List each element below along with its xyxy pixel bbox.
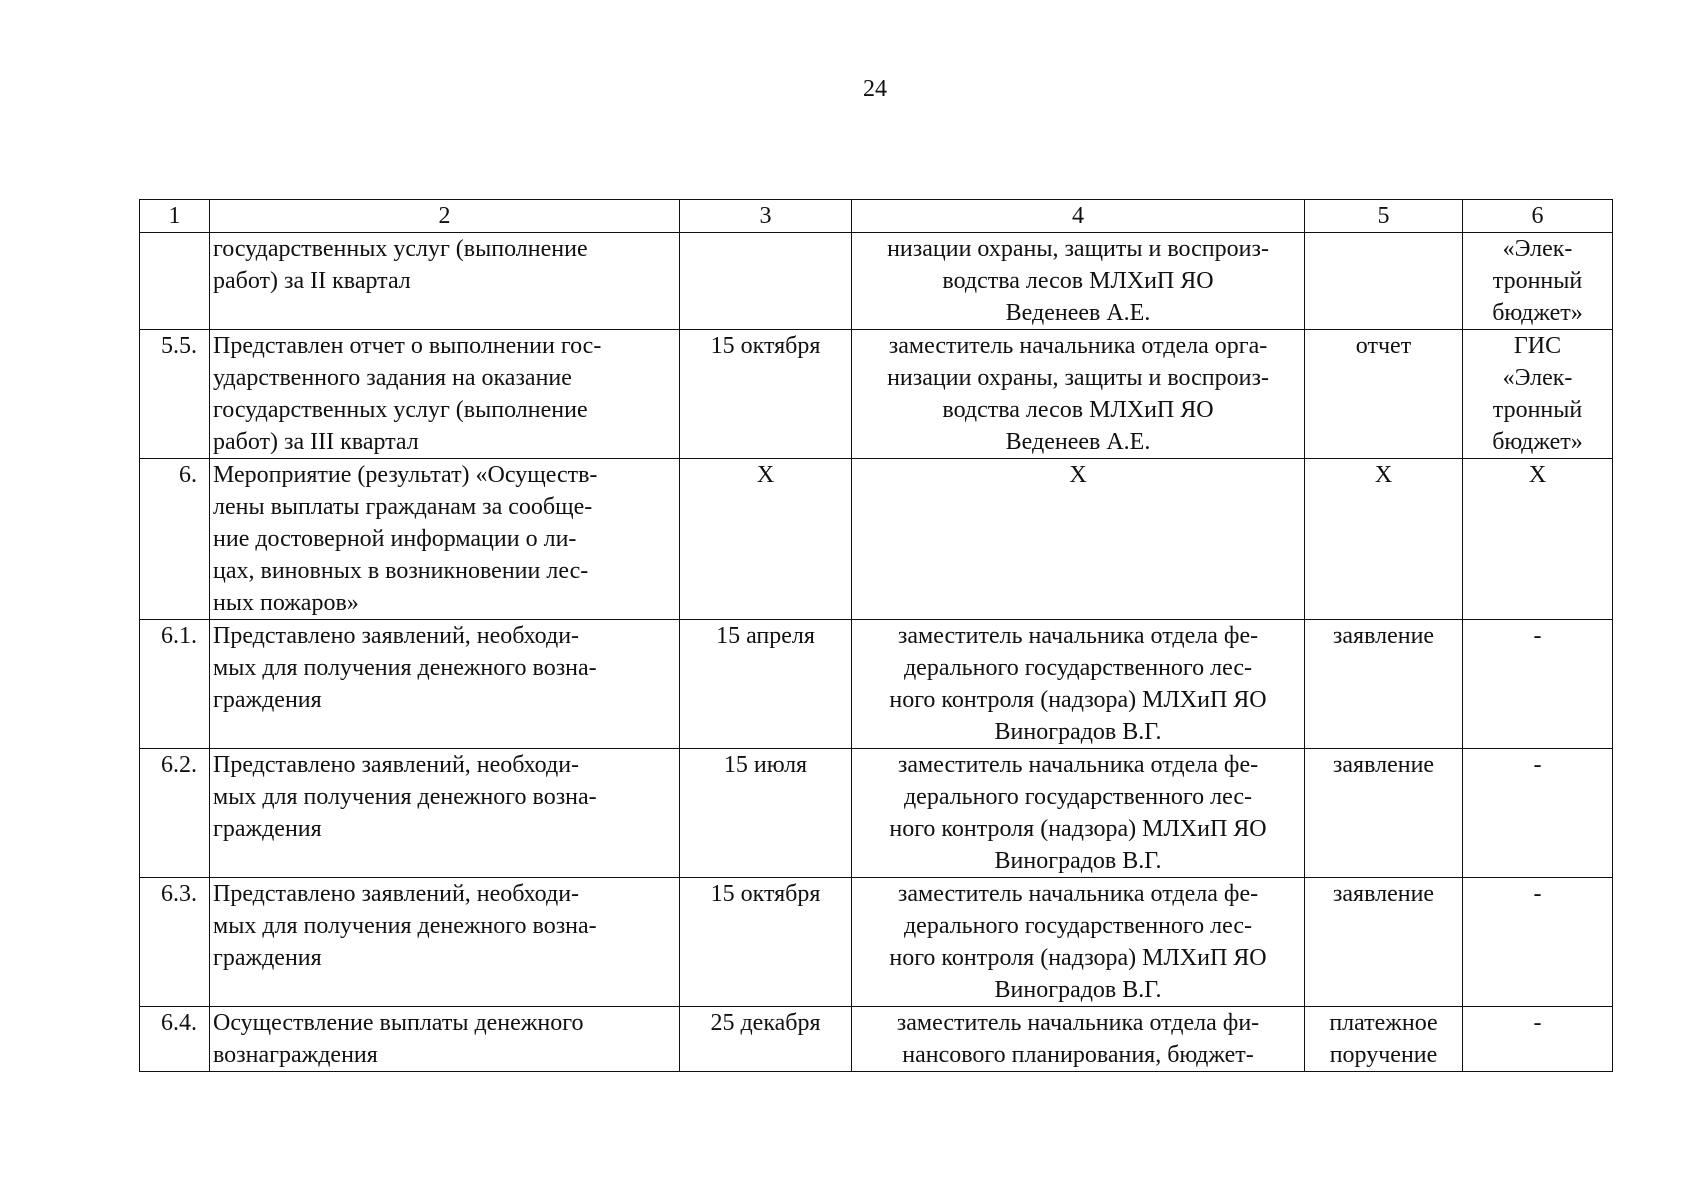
table-row xyxy=(140,330,1613,459)
responsible-cell xyxy=(852,878,1305,1007)
item-name-cell-line: вознаграждения xyxy=(213,1042,378,1068)
item-name-cell-line: Осуществление выплаты денежного xyxy=(213,1010,584,1036)
information-system-cell-line: бюджет» xyxy=(1492,429,1583,455)
deadline-cell: 25 декабря xyxy=(680,1007,852,1072)
responsible-cell-line: дерального государственного лес- xyxy=(903,655,1253,681)
item-name-cell-line: мых для получения денежного возна- xyxy=(213,913,597,939)
responsible-cell xyxy=(852,330,1305,459)
item-name-cell-line: ных пожаров» xyxy=(213,590,359,616)
item-name-cell-line: Представлено заявлений, необходи- xyxy=(213,881,580,907)
responsible-cell-line: нансового планирования, бюджет- xyxy=(902,1042,1254,1068)
item-name-cell xyxy=(210,878,680,1007)
responsible-cell-line: Виноградов В.Г. xyxy=(994,977,1162,1003)
information-system-cell-line: - xyxy=(1533,881,1542,907)
item-name-cell-line: ударственного задания на оказание xyxy=(213,365,572,391)
header-cell: 1 xyxy=(140,200,210,233)
responsible-cell-line: низации охраны, защиты и воспроиз- xyxy=(887,365,1269,391)
table-row xyxy=(140,459,1613,620)
information-system-cell xyxy=(1463,233,1613,330)
responsible-cell-line: Веденеев А.Е. xyxy=(1005,300,1151,326)
deadline-cell: 15 октября xyxy=(680,878,852,1007)
document-type-cell: заявление xyxy=(1305,749,1463,878)
header-cell: 3 xyxy=(680,200,852,233)
header-cell: 5 xyxy=(1305,200,1463,233)
item-name-cell-line: Представлено заявлений, необходи- xyxy=(213,752,580,778)
item-name-cell xyxy=(210,330,680,459)
document-type-cell: Х xyxy=(1305,459,1463,620)
item-name-cell-line: работ) за II квартал xyxy=(213,268,411,294)
item-name-cell-line: цах, виновных в возникновении лес- xyxy=(213,558,589,584)
plan-table xyxy=(139,199,1613,1072)
information-system-cell-line: тронный xyxy=(1492,397,1583,423)
responsible-cell-line: дерального государственного лес- xyxy=(903,913,1253,939)
item-name-cell-line: Представлен отчет о выполнении гос- xyxy=(213,333,602,359)
deadline-cell: 15 октября xyxy=(680,330,852,459)
header-cell: 6 xyxy=(1463,200,1613,233)
information-system-cell xyxy=(1463,620,1613,749)
item-number-cell: 6.4. xyxy=(140,1007,210,1072)
item-number-cell: 6.2. xyxy=(140,749,210,878)
deadline-cell xyxy=(680,233,852,330)
responsible-cell xyxy=(852,749,1305,878)
information-system-cell-line: «Элек- xyxy=(1502,236,1573,262)
information-system-cell-line: бюджет» xyxy=(1492,300,1583,326)
document-type-cell: отчет xyxy=(1305,330,1463,459)
item-number-cell: 5.5. xyxy=(140,330,210,459)
responsible-cell-line: заместитель начальника отдела фе- xyxy=(897,752,1259,778)
table-row xyxy=(140,878,1613,1007)
header-cell: 4 xyxy=(852,200,1305,233)
responsible-cell xyxy=(852,1007,1305,1072)
header-cell: 2 xyxy=(210,200,680,233)
item-name-cell-line: Представлено заявлений, необходи- xyxy=(213,623,580,649)
page-number: 24 xyxy=(863,76,887,102)
information-system-cell xyxy=(1463,878,1613,1007)
document-type-cell: заявление xyxy=(1305,620,1463,749)
responsible-cell-line: ного контроля (надзора) МЛХиП ЯО xyxy=(889,816,1267,842)
responsible-cell-line: заместитель начальника отдела орга- xyxy=(888,333,1268,359)
table-row xyxy=(140,620,1613,749)
deadline-cell: 15 апреля xyxy=(680,620,852,749)
item-name-cell-line: граждения xyxy=(213,816,322,842)
document-type-cell-line: поручение xyxy=(1329,1042,1438,1068)
item-name-cell-line: ние достоверной информации о ли- xyxy=(213,526,577,552)
item-name-cell xyxy=(210,233,680,330)
responsible-cell-line: ного контроля (надзора) МЛХиП ЯО xyxy=(889,687,1267,713)
responsible-cell xyxy=(852,233,1305,330)
item-name-cell-line: граждения xyxy=(213,945,322,971)
deadline-cell: 15 июля xyxy=(680,749,852,878)
information-system-cell-line: - xyxy=(1533,752,1542,778)
responsible-cell-line: заместитель начальника отдела фе- xyxy=(897,881,1259,907)
item-name-cell-line: мых для получения денежного возна- xyxy=(213,784,597,810)
responsible-cell xyxy=(852,459,1305,620)
document-type-cell xyxy=(1305,1007,1463,1072)
item-number-cell: 6.1. xyxy=(140,620,210,749)
responsible-cell-line: Х xyxy=(1069,462,1087,488)
information-system-cell xyxy=(1463,330,1613,459)
table-row xyxy=(140,233,1613,330)
item-name-cell-line: граждения xyxy=(213,687,322,713)
item-name-cell xyxy=(210,749,680,878)
table-row xyxy=(140,1007,1613,1072)
responsible-cell-line: водства лесов МЛХиП ЯО xyxy=(942,397,1214,423)
item-name-cell-line: Мероприятие (результат) «Осуществ- xyxy=(213,462,598,488)
responsible-cell-line: водства лесов МЛХиП ЯО xyxy=(942,268,1214,294)
item-name-cell-line: мых для получения денежного возна- xyxy=(213,655,597,681)
item-name-cell-line: лены выплаты гражданам за сообще- xyxy=(213,494,593,520)
table-row xyxy=(140,749,1613,878)
information-system-cell-line: Х xyxy=(1528,462,1547,488)
item-name-cell xyxy=(210,1007,680,1072)
responsible-cell-line: низации охраны, защиты и воспроиз- xyxy=(887,236,1269,262)
item-name-cell xyxy=(210,620,680,749)
information-system-cell-line: ГИС xyxy=(1513,333,1562,359)
responsible-cell-line: Веденеев А.Е. xyxy=(1005,429,1151,455)
item-number-cell: 6.3. xyxy=(140,878,210,1007)
item-number-cell xyxy=(140,233,210,330)
information-system-cell xyxy=(1463,459,1613,620)
information-system-cell xyxy=(1463,1007,1613,1072)
item-name-cell-line: государственных услуг (выполнение xyxy=(213,397,588,423)
responsible-cell-line: заместитель начальника отдела фи- xyxy=(896,1010,1260,1036)
document-type-cell-line: платежное xyxy=(1329,1010,1438,1036)
item-name-cell-line: государственных услуг (выполнение xyxy=(213,236,588,262)
responsible-cell-line: Виноградов В.Г. xyxy=(994,719,1162,745)
information-system-cell-line: «Элек- xyxy=(1502,365,1573,391)
responsible-cell-line: ного контроля (надзора) МЛХиП ЯО xyxy=(889,945,1267,971)
item-name-cell xyxy=(210,459,680,620)
responsible-cell-line: дерального государственного лес- xyxy=(903,784,1253,810)
information-system-cell-line: тронный xyxy=(1492,268,1583,294)
table-header-row xyxy=(140,200,1613,233)
responsible-cell-line: заместитель начальника отдела фе- xyxy=(897,623,1259,649)
information-system-cell-line: - xyxy=(1533,623,1542,649)
information-system-cell-line: - xyxy=(1533,1010,1542,1036)
document-type-cell: заявление xyxy=(1305,878,1463,1007)
responsible-cell xyxy=(852,620,1305,749)
item-name-cell-line: работ) за III квартал xyxy=(213,429,419,455)
information-system-cell xyxy=(1463,749,1613,878)
deadline-cell: Х xyxy=(680,459,852,620)
document-type-cell xyxy=(1305,233,1463,330)
responsible-cell-line: Виноградов В.Г. xyxy=(994,848,1162,874)
item-number-cell: 6. xyxy=(140,459,210,620)
